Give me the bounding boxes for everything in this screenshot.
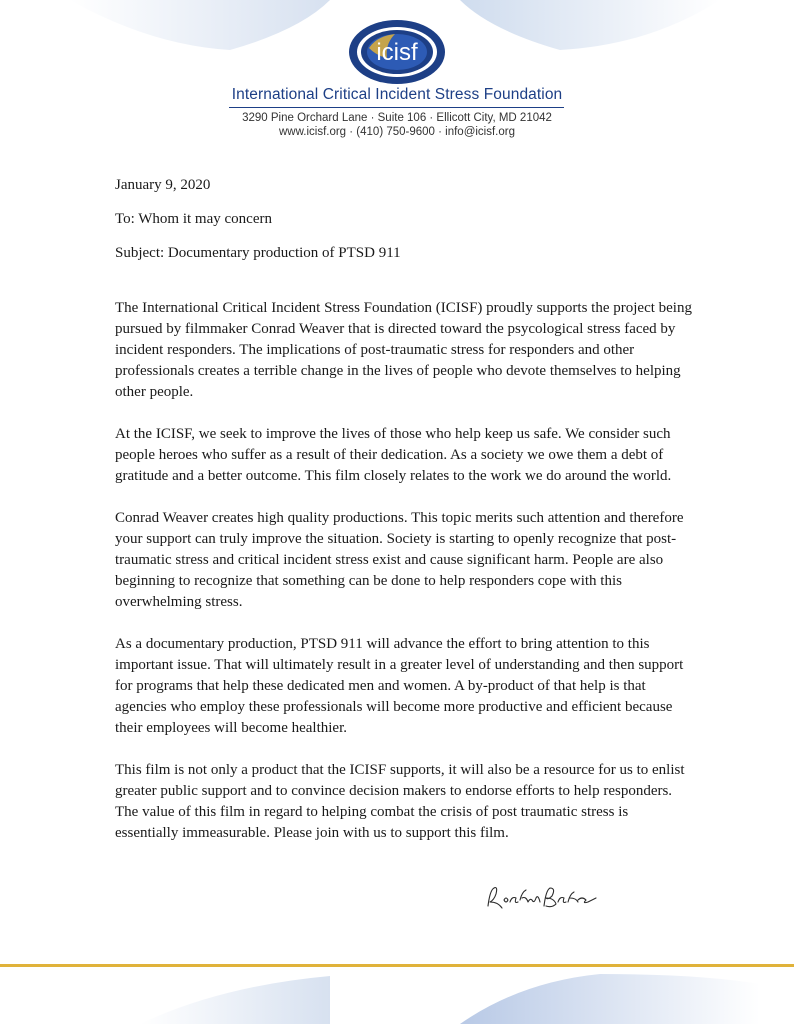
paragraph: Conrad Weaver creates high quality productions. This topic merits such attention and therefore your support can truly improve the situation. Society is starting to openly recognize that post-traumatic stress and critical incident stress exist and cause significant harm. People are also beginning to recognize that something can be done to help responders cope with this overwhelming stress. [115, 510, 684, 610]
organization-name: International Critical Incident Stress Foundation [231, 86, 563, 103]
icisf-logo [347, 18, 447, 86]
contact-line: www.icisf.org · (410) 750-9600 · info@icisf.org [278, 126, 515, 138]
paragraph: At the ICISF, we seek to improve the lives of those who help keep us safe. We consider such people heroes who suffer as a result of their dedication. As a society we owe them a debt of gratitude and a better outcome. This film closely relates to the work we do around the world. [115, 426, 672, 484]
address-line: 3290 Pine Orchard Lane · Suite 106 · Ellicott City, MD 21042 [242, 112, 552, 124]
letter-body [115, 175, 695, 865]
footer-decoration [0, 964, 794, 1024]
letter-subject: Subject: Documentary production of PTSD 911 [115, 245, 401, 261]
logo-text: icisf [376, 39, 418, 66]
paragraph: This film is not only a product that the ICISF supports, it will also be a resource for us to enlist greater public support and to convince decision makers to endorse efforts to help responders. The value of this film in regard to helping combat the crisis of post traumatic stress is essentially immeasurable. Please join with us to support this film. [115, 762, 685, 841]
letter-date: January 9, 2020 [115, 177, 211, 193]
signature [482, 880, 602, 916]
paragraph: As a documentary production, PTSD 911 will advance the effort to bring attention to this important issue. That will ultimately result in a greater level of understanding and then support for programs that help these dedicated men and women. A by-product of that help is that agencies who employ these professionals will become more productive and efficient because their employees will become healthier. [115, 636, 684, 736]
paragraph: The International Critical Incident Stress Foundation (ICISF) proudly supports the project being pursued by filmmaker Conrad Weaver that is directed toward the psycological stress faced by incident responders. The implications of post-traumatic stress for responders and other professionals creates a terrible change in the lives of people who devote themselves to helping other people. [115, 300, 692, 400]
divider [229, 107, 564, 108]
letter-recipient: To: Whom it may concern [115, 211, 272, 227]
